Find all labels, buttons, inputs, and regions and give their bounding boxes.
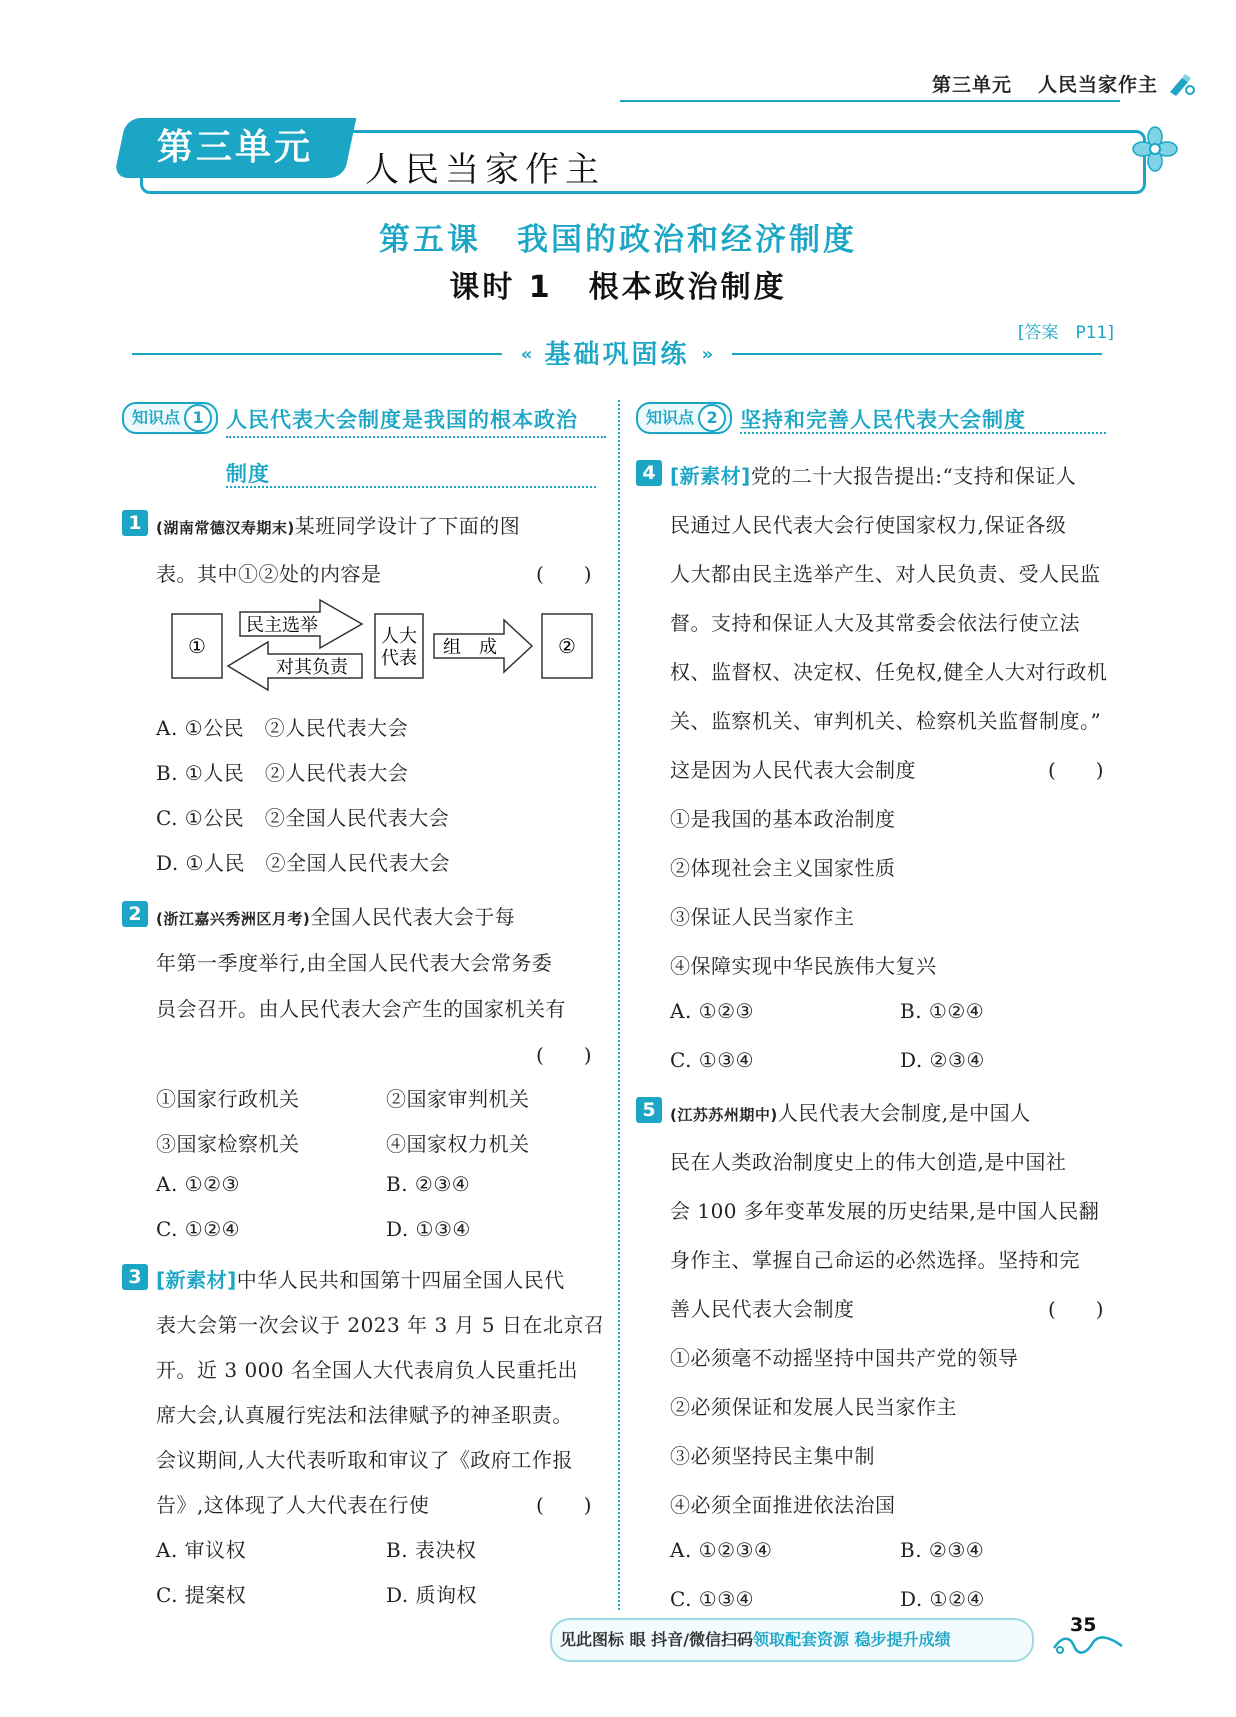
question-4-line: 人大都由民主选举产生、对人民负责、受人民监 (670, 562, 1101, 586)
option-b[interactable]: B. ②③④ (386, 1172, 471, 1196)
unit-label (114, 118, 357, 178)
statement-item: ②体现社会主义国家性质 (670, 856, 896, 880)
answer-blank[interactable]: ( ) (536, 562, 592, 586)
question-4-line: 督。支持和保证人大及其常委会依法行使立法 (670, 611, 1080, 635)
option-d[interactable]: D. ①②④ (900, 1587, 985, 1611)
lesson-number: 第五课 (379, 222, 481, 258)
question-number-3: 3 (122, 1264, 148, 1290)
question-5-line (670, 1097, 1031, 1126)
knowledge-point-title-1-cont: 制度 (226, 462, 270, 486)
statement-item: ③必须坚持民主集中制 (670, 1444, 875, 1468)
question-4-line: 权、监督权、决定权、任免权,健全人大对行政机 (670, 660, 1108, 684)
statement-item: ①国家行政机关 (156, 1087, 300, 1111)
period-title (0, 262, 1236, 306)
option-b[interactable]: B. 表决权 (386, 1538, 477, 1562)
running-header (0, 0, 1236, 120)
question-3-line: 席大会,认真履行宪法和法律赋予的神圣职责。 (156, 1403, 573, 1427)
knowledge-point-title-2: 坚持和完善人民代表大会制度 (740, 408, 1026, 432)
double-chevron-left-icon: « (520, 344, 533, 365)
question-3-line: 会议期间,人大代表听取和审议了《政府工作报 (156, 1448, 573, 1472)
option-d[interactable]: D. ②③④ (900, 1048, 985, 1072)
option-c[interactable]: C. ①②④ (156, 1217, 241, 1241)
knowledge-point-title-1: 人民代表大会制度是我国的根本政治 (226, 408, 578, 432)
option-d[interactable]: D. ①人民 ②全国人民代表大会 (156, 851, 450, 875)
option-d[interactable]: D. ①③④ (386, 1217, 471, 1241)
question-4-line: 民通过人民代表大会行使国家权力,保证各级 (670, 513, 1067, 537)
diagram-box-1-label: ① (188, 634, 206, 658)
question-source: (湖南常德汉寿期末) (156, 519, 295, 537)
running-header-unit: 第三单元 (931, 74, 1012, 96)
question-5-line: 善人民代表大会制度 (670, 1297, 855, 1321)
diagram-box-2-label: ② (558, 634, 576, 658)
option-a[interactable]: A. ①公民 ②人民代表大会 (156, 716, 409, 740)
statement-item: ③国家检察机关 (156, 1132, 300, 1156)
footer-highlight: 领取配套资源 稳步提升成绩 (753, 1630, 951, 1649)
question-source: (浙江嘉兴秀洲区月考) (156, 910, 311, 928)
unit-label-text: 第三单元 (156, 127, 313, 168)
footer-middle: 抖音/微信扫码 (651, 1630, 754, 1649)
answer-blank[interactable]: ( ) (1048, 758, 1104, 782)
new-material-tag: [新素材] (670, 464, 751, 488)
option-a[interactable]: A. ①②③ (670, 999, 754, 1023)
option-c[interactable]: C. 提案权 (156, 1583, 247, 1607)
option-b[interactable]: B. ①②④ (900, 999, 985, 1023)
unit-banner (120, 118, 1055, 202)
option-b[interactable]: B. ②③④ (900, 1538, 985, 1562)
diagram-arrow-compose-label: 组 成 (443, 637, 497, 658)
knowledge-point-number: 1 (184, 404, 212, 432)
question-text: 人民代表大会制度,是中国人 (777, 1101, 1031, 1125)
answer-reference: [答案 P11] (1017, 323, 1114, 343)
column-divider (618, 400, 620, 1610)
pencil-hand-icon (1166, 70, 1196, 100)
question-source: (江苏苏州期中) (670, 1106, 778, 1124)
section-bar (132, 334, 1102, 374)
knowledge-point-number: 2 (698, 404, 726, 432)
question-4-line (670, 460, 1076, 489)
question-3-line: 表大会第一次会议于 2023 年 3 月 5 日在北京召 (156, 1313, 605, 1337)
period-number: 课时 1 (449, 270, 553, 305)
question-1-line: 表。其中①②处的内容是 (156, 562, 382, 586)
question-text: 某班同学设计了下面的图 (294, 514, 521, 538)
statement-item: ②必须保证和发展人民当家作主 (670, 1395, 957, 1419)
question-2-line: 年第一季度举行,由全国人民代表大会常务委 (156, 951, 553, 975)
question-number-5: 5 (636, 1097, 662, 1123)
running-header-title (932, 70, 1158, 97)
period-name: 根本政治制度 (588, 270, 787, 305)
footer-prefix: 见此图标 (560, 1630, 625, 1649)
question-number-2: 2 (122, 901, 148, 927)
answer-blank[interactable]: ( ) (536, 1043, 592, 1067)
scan-eye-icon: 眼 (629, 1630, 646, 1649)
unit-title: 人民当家作主 (365, 150, 605, 190)
lesson-name: 我国的政治和经济制度 (517, 222, 857, 258)
statement-item: ④保障实现中华民族伟大复兴 (670, 954, 937, 978)
q1-diagram (170, 598, 600, 694)
question-4-line: 关、监察机关、审判机关、检察机关监督制度。” (670, 709, 1102, 733)
question-5-line: 会 100 多年变革发展的历史结果,是中国人民翻 (670, 1199, 1100, 1223)
statement-item: ②国家审判机关 (386, 1087, 530, 1111)
footer-text (560, 1627, 951, 1650)
option-a[interactable]: A. 审议权 (156, 1538, 247, 1562)
question-2-line: 员会召开。由人民代表大会产生的国家机关有 (156, 997, 566, 1021)
question-number-1: 1 (122, 510, 148, 536)
diagram-arrow-left-label: 对其负责 (276, 657, 348, 678)
question-4-line: 这是因为人民代表大会制度 (670, 758, 916, 782)
question-text: 中华人民共和国第十四届全国人民代 (236, 1268, 565, 1292)
knowledge-point-label: 知识点 (646, 408, 695, 427)
question-5-line: 民在人类政治制度史上的伟大创造,是中国社 (670, 1150, 1067, 1174)
question-3-line: 开。近 3 000 名全国人大代表肩负人民重托出 (156, 1358, 578, 1382)
q1-diagram-svg (170, 598, 600, 694)
answer-blank[interactable]: ( ) (1048, 1297, 1104, 1321)
option-c[interactable]: C. ①③④ (670, 1048, 755, 1072)
statement-item: ①是我国的基本政治制度 (670, 807, 896, 831)
diagram-middle-top: 人大 (381, 626, 417, 647)
question-3-line (156, 1264, 565, 1293)
option-d[interactable]: D. 质询权 (386, 1583, 478, 1607)
knowledge-point-label: 知识点 (132, 408, 181, 427)
knowledge-point-underline (226, 486, 596, 488)
question-text: 全国人民代表大会于每 (310, 905, 516, 929)
statement-item: ④必须全面推进依法治国 (670, 1493, 896, 1517)
flower-ornament-icon (1132, 126, 1178, 172)
diagram-middle-bottom: 代表 (381, 648, 417, 669)
option-b[interactable]: B. ①人民 ②人民代表大会 (156, 761, 409, 785)
running-header-unit-title: 人民当家作主 (1037, 74, 1158, 96)
option-a[interactable]: A. ①②③④ (670, 1538, 773, 1562)
knowledge-point-underline (740, 432, 1106, 434)
question-1-line (156, 510, 520, 539)
page-number: 35 (1070, 1614, 1097, 1636)
knowledge-point-badge-1 (122, 402, 218, 434)
diagram-arrow-right-label: 民主选举 (246, 615, 318, 636)
option-c[interactable]: C. ①公民 ②全国人民代表大会 (156, 806, 450, 830)
knowledge-point-badge-2 (636, 402, 732, 434)
lesson-title (0, 214, 1236, 259)
question-3-line: 告》,这体现了人大代表在行使 (156, 1493, 430, 1517)
knowledge-point-underline (226, 436, 606, 438)
question-number-4: 4 (636, 460, 662, 486)
statement-item: ①必须毫不动摇坚持中国共产党的领导 (670, 1346, 1019, 1370)
answer-blank[interactable]: ( ) (536, 1493, 592, 1517)
option-c[interactable]: C. ①③④ (670, 1587, 755, 1611)
section-title-text: 基础巩固练 (544, 340, 690, 370)
statement-item: ③保证人民当家作主 (670, 905, 855, 929)
double-chevron-right-icon: » (701, 344, 714, 365)
new-material-tag: [新素材] (156, 1268, 237, 1292)
wave-ornament-icon (1052, 1634, 1124, 1656)
statement-item: ④国家权力机关 (386, 1132, 530, 1156)
question-5-line: 身作主、掌握自己命运的必然选择。坚持和完 (670, 1248, 1080, 1272)
question-text: 党的二十大报告提出:“支持和保证人 (750, 464, 1077, 488)
section-title (132, 334, 1102, 371)
option-a[interactable]: A. ①②③ (156, 1172, 240, 1196)
question-2-line (156, 901, 515, 930)
running-header-rule (620, 100, 1120, 102)
